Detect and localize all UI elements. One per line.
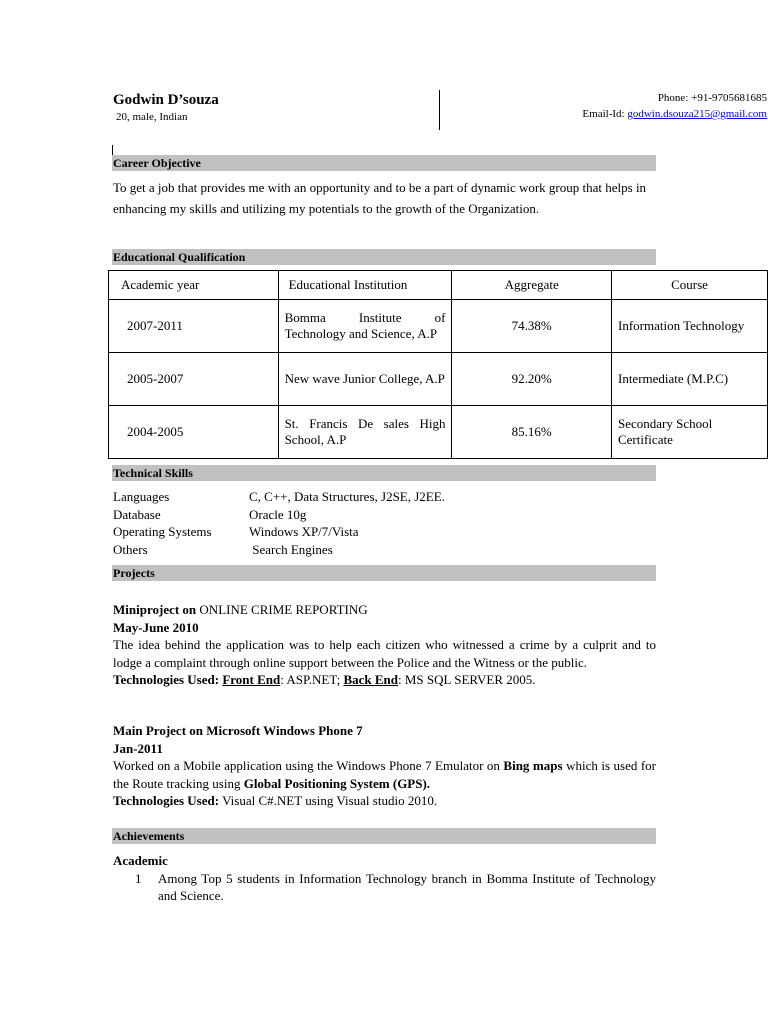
achievements-heading: Achievements [112,828,656,844]
year-cell: 2004-2005 [109,406,279,459]
institution-cell: New wave Junior College, A.P [278,353,452,406]
column-header: Course [611,271,767,300]
project-2-title: Main Project on Microsoft Windows Phone 7 [113,723,363,738]
skill-value: Oracle 10g [249,506,307,522]
achievements-subheading: Academic [113,853,168,868]
project-1-description: The idea behind the application was to help each citizen who witnessed a crime by a culprit and to lodge a complaint through online support between the Police and the Witness or the public. [113,637,656,670]
skill-value: Windows XP/7/Vista [249,524,359,539]
candidate-name: Godwin D’souza [113,92,219,108]
email-label: Email-Id: [582,108,628,120]
back-end-label: Back End [343,672,399,687]
table-row [109,406,768,459]
phone-number: Phone: +91-9705681685 [657,92,767,104]
project-2-technologies: Technologies Used: Visual C#.NET using Visual studio 2010. [113,793,438,808]
career-objective-text: To get a job that provides me with an opportunity and to be a part of dynamic work group that helps in enhancing my skills and utilizing my potentials to the growth of the Organization. [113,180,647,216]
project-1-title: Miniproject on ONLINE CRIME REPORTING [113,602,368,617]
project-1-date: May-June 2010 [113,619,199,635]
technical-skills-heading: Technical Skills [112,465,656,481]
table-row [109,353,768,406]
header-divider [439,90,440,130]
table-row [109,300,768,353]
aggregate-cell: 92.20% [452,353,612,406]
skill-label: Languages [113,489,170,504]
year-cell: 2005-2007 [109,353,279,406]
column-header: Educational Institution [278,271,452,300]
aggregate-cell: 74.38% [452,300,612,353]
career-objective-heading: Career Objective [112,155,656,171]
table-header-row [109,271,768,300]
list-item [113,870,656,905]
education-heading: Educational Qualification [112,249,656,265]
project-2 [113,722,656,810]
institution-cell: Bomma Institute of Technology and Science, A.P [278,300,452,353]
skill-label: Others [113,541,148,557]
year-cell: 2007-2011 [109,300,279,353]
front-end-label: Front End [222,672,281,687]
column-header: Academic year [109,271,279,300]
candidate-details: 20, male, Indian [116,111,188,123]
skill-label: Operating Systems [113,524,212,539]
skill-value: Search Engines [249,541,333,557]
back-end-value: : MS SQL SERVER 2005. [398,672,536,687]
front-end-value: : ASP.NET; [280,672,344,687]
email-line [582,106,767,122]
course-cell: Information Technology [611,300,767,353]
institution-cell: St. Francis De sales High School, A.P [278,406,452,459]
course-cell: Intermediate (M.P.C) [611,353,767,406]
skill-label: Database [113,506,161,522]
project-2-description: Worked on a Mobile application using the Windows Phone 7 Emulator on Bing maps which is used for the Route tracking using Global Positioning System (GPS). [113,758,656,791]
education-table [108,270,768,459]
project-2-date: Jan-2011 [113,740,163,756]
project-1 [113,601,656,689]
projects-heading: Projects [112,565,656,581]
skill-value: C, C++, Data Structures, J2SE, J2EE. [249,489,445,504]
email-link[interactable]: godwin.dsouza215@gmail.com [627,108,767,120]
aggregate-cell: 85.16% [452,406,612,459]
project-1-technologies: Technologies Used: Front End: ASP.NET; Back End: MS SQL SERVER 2005. [113,672,536,687]
column-header: Aggregate [452,271,612,300]
contact-block [582,90,767,122]
project-1-title-main: ONLINE CRIME REPORTING [199,602,368,617]
course-cell: Secondary School Certificate [611,406,767,459]
list-item-number: 1 [135,870,142,886]
achievements-list [113,852,656,905]
list-item-text: Among Top 5 students in Information Technology branch in Bomma Institute of Technology and Science. [158,870,656,903]
